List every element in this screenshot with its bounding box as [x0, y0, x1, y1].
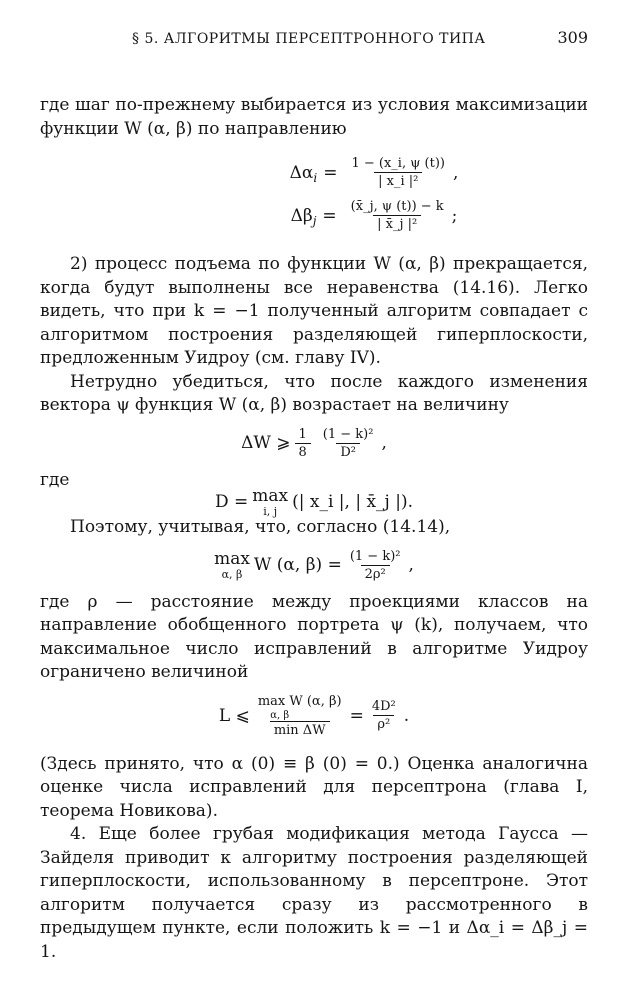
paragraph-8: 4. Еще более грубая модификация метода Гаусса — Зайделя приводит к алгоритму построения разделяющей гиперплоскости, использованному в персептроне. Этот алгоритм получается сразу из рассмотренного в предыдущем пункте, если положить k = −1 и Δα_i = Δβ_j = 1.: [40, 824, 588, 962]
section-title: § 5. АЛГОРИТМЫ ПЕРСЕПТРОННОГО ТИПА: [132, 31, 486, 47]
paragraph-6: где ρ — расстояние между проекциями классов на направление обобщенного портрета ψ (k), получаем, что максимальное число исправлений в алгоритме Уидроу ограничено величиной: [40, 591, 588, 682]
f3-lhs: ΔW ⩾: [241, 433, 291, 453]
f2-denominator: | x̄_j |²: [373, 215, 421, 233]
f5-op: max: [214, 549, 250, 569]
f6-numerator-2: 4D²: [371, 699, 396, 714]
f5-denominator: 2ρ²: [361, 565, 390, 583]
f3-frac2-numerator: (1 − k)²: [322, 426, 374, 442]
f3-end: ,: [381, 433, 387, 453]
f6-numerator: [254, 693, 346, 721]
f6-fraction-2: [368, 698, 400, 733]
f6-fraction-1: [254, 693, 346, 739]
paragraph-5: Поэтому, учитывая, что, согласно (14.14),: [70, 517, 451, 537]
f3-frac1-numerator: 1: [298, 426, 307, 442]
formula-delta-w: [40, 426, 588, 461]
paragraph-7: (Здесь принято, что α (0) ≡ β (0) = 0.) Оценка аналогична оценке числа исправлений для персептрона (глава I, теорема Новикова).: [40, 753, 588, 821]
f6-denominator-2: ρ²: [373, 715, 394, 733]
page-number: 309: [557, 28, 588, 47]
f2-fraction: [347, 198, 448, 233]
formula-delta-alpha: Δα i = $\frac{1 - (x\_i, \psi (t))}{\text{| x\_i |²}}$ ,: [289, 156, 459, 189]
f2-lhs: Δβ: [290, 205, 313, 226]
paragraph-2: 2) процесс подъема по функции W (α, β) прекращается, когда будут выполнены все неравенства (14.16). Легко видеть, что при k = −1 полученный алгоритм совпадает с алгоритмом построения разделяющей гиперплоскости, предложенным Уидроу (см. главу IV).: [40, 254, 588, 368]
running-head: [40, 28, 588, 64]
f2-end: ;: [451, 205, 458, 226]
f3-fraction-2: [319, 426, 378, 461]
f4-max-operator: [252, 486, 288, 518]
f3-frac2-denominator: D²: [336, 443, 360, 461]
f6-num-sub: α, β: [270, 709, 290, 721]
f4-op: max: [252, 486, 289, 506]
f4-lhs: D =: [214, 492, 249, 512]
f5-fraction: [346, 548, 405, 583]
f2-numerator: (x̄_j, ψ (t)) − k: [350, 199, 444, 214]
f2-lhs-sub: j: [312, 213, 317, 228]
formula-l-bound: [40, 693, 588, 739]
formula-max-w: [40, 548, 588, 583]
paragraph-4: где: [40, 469, 70, 490]
paragraph-3: Нетрудно убедиться, что после каждого изменения вектора ψ функция W (α, β) возрастает на величину: [40, 371, 588, 415]
f5-lhs: W (α, β) =: [253, 555, 342, 575]
f1-lhs-sub: i: [313, 170, 318, 185]
f3-fraction-1: [295, 426, 311, 461]
f5-end: ,: [408, 555, 414, 575]
f5-numerator: (1 − k)²: [349, 548, 401, 564]
f6-num-op: max W (α, β): [257, 693, 342, 709]
f4-rhs: (| x_i |, | x̄_j |).: [292, 492, 413, 512]
formula-delta-beta: Δβ j = $\frac{(x̄\_j, \psi (t)) - k}{\text{| x̄\_j |²}}$ ;: [290, 199, 458, 232]
paragraph-1: где шаг по-прежнему выбирается из условия максимизации функции W (α, β) по направлению: [40, 95, 588, 139]
f1-fraction: [347, 155, 449, 190]
f4-op-sub: i, j: [263, 505, 278, 518]
f6-lhs: L ⩽: [218, 705, 250, 726]
f1-numerator: 1 − (x_i, ψ (t)): [351, 156, 445, 171]
f6-end: .: [403, 705, 410, 726]
f5-op-sub: α, β: [221, 568, 243, 581]
f5-max-operator: [214, 549, 250, 581]
book-page: [40, 28, 588, 964]
f6-eq: =: [349, 705, 364, 726]
formula-d: [40, 486, 588, 518]
f1-end: ,: [452, 162, 459, 183]
f1-lhs: Δα: [289, 162, 314, 183]
f6-denominator: min ΔW: [270, 721, 330, 739]
f1-denominator: | x_i |²: [374, 172, 422, 190]
f3-frac1-denominator: 8: [295, 443, 311, 461]
